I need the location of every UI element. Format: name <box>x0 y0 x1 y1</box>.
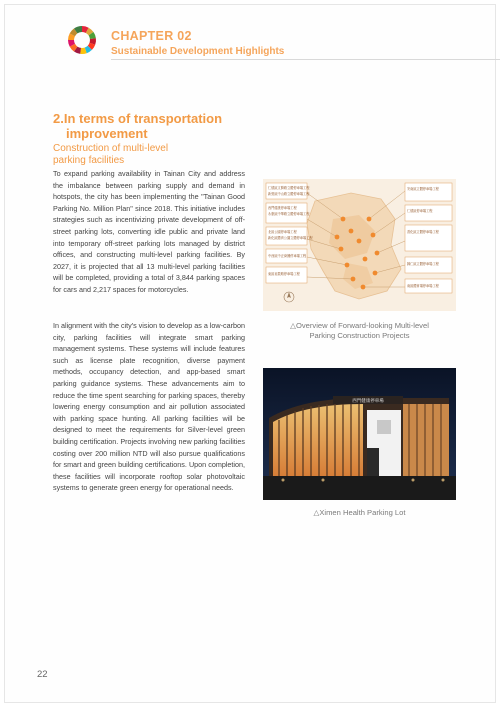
section-title-continued: improvement <box>66 126 148 141</box>
map-label: 歸仁區立體停車場工程 <box>407 262 439 266</box>
map-caption-line: Parking Construction Projects <box>309 331 410 340</box>
map-label: 仁德區文賢路立體停車場工程 <box>268 186 310 190</box>
parking-projects-map <box>263 179 456 311</box>
map-label: 善化區立體停車場工程 <box>407 230 439 234</box>
page <box>4 4 496 703</box>
sdg-wheel-icon <box>67 25 97 55</box>
photo-caption: △Ximen Health Parking Lot <box>313 508 406 517</box>
building-sign: 西門健康停車場 <box>352 399 384 404</box>
building-illustration <box>263 368 456 500</box>
chapter-number: CHAPTER 02 <box>111 29 192 43</box>
map-label: 仁德區停車場工程 <box>407 209 433 213</box>
map-label: 北區公園停車場工程 <box>268 230 297 234</box>
paragraph-parking-plan: To expand parking availability in Tainan City and address the imbalance between parking supply and demand in hotspots, the city has been implementing the "Tainan Good Parking No. Million Plan" since 2018. This initiative includes strategies such as incentivizing private development of off-street parking lots, converting idle public and private land into temporary off-street parking lots managed by district offices, and constructing multi-level parking facilities. By 2027, it is projected that all 13 multi-level parking facilities will be completed, providing a total of 3,844 parking spaces for cars and 2,217 spaces for motorcycles. <box>53 169 245 294</box>
map-label: 東區裕農路停車場工程 <box>268 272 300 276</box>
section-subtitle-continued: parking facilities <box>53 155 125 166</box>
header-divider <box>111 59 500 60</box>
page-number: 22 <box>37 669 48 680</box>
map-caption-line: △Overview of Forward-looking Multi-level <box>290 321 429 330</box>
map-label: 新化區體育公園立體停車場工程 <box>268 236 313 240</box>
map-label: 安南區立體停車場工程 <box>407 187 439 191</box>
ximen-parking-photo <box>263 368 456 500</box>
map-label: 永康區中華路立體停車場工程 <box>268 212 310 216</box>
paragraph-smart-parking: In alignment with the city's vision to develop as a low-carbon city, parking facilities will integrate smart parking management systems. These systems will include features such as license plate recognition, diverse payment methods, occupancy detection, and app-based smart parking guidance systems. These advancements aim to reduce the time spent searching for parking spaces, thereby lowering energy consumption and air pollution associated with parking space hunting. All parking facilities will be designed to meet the requirements for Silver-level green building certification. Projects involving new parking facilities costing over 200 million NTD will also pursue qualifications for smart and green building certifications. Upon completion, these facilities will incorporate rooftop solar photovoltaic systems to generate green energy for operational needs. <box>53 321 245 493</box>
map-label: 新營區中山路立體停車場工程 <box>268 192 310 196</box>
section-subtitle: Construction of multi-level <box>53 143 169 154</box>
map-label: 中西區中正商圈停車場工程 <box>268 254 307 258</box>
map-label: 南區體育場停車場工程 <box>407 284 439 288</box>
map-illustration <box>263 179 456 311</box>
section-title: 2.In terms of transportation <box>53 111 223 126</box>
map-caption <box>263 321 456 341</box>
map-label: 西門健康停車場工程 <box>268 206 297 210</box>
chapter-title: Sustainable Development Highlights <box>111 46 285 57</box>
